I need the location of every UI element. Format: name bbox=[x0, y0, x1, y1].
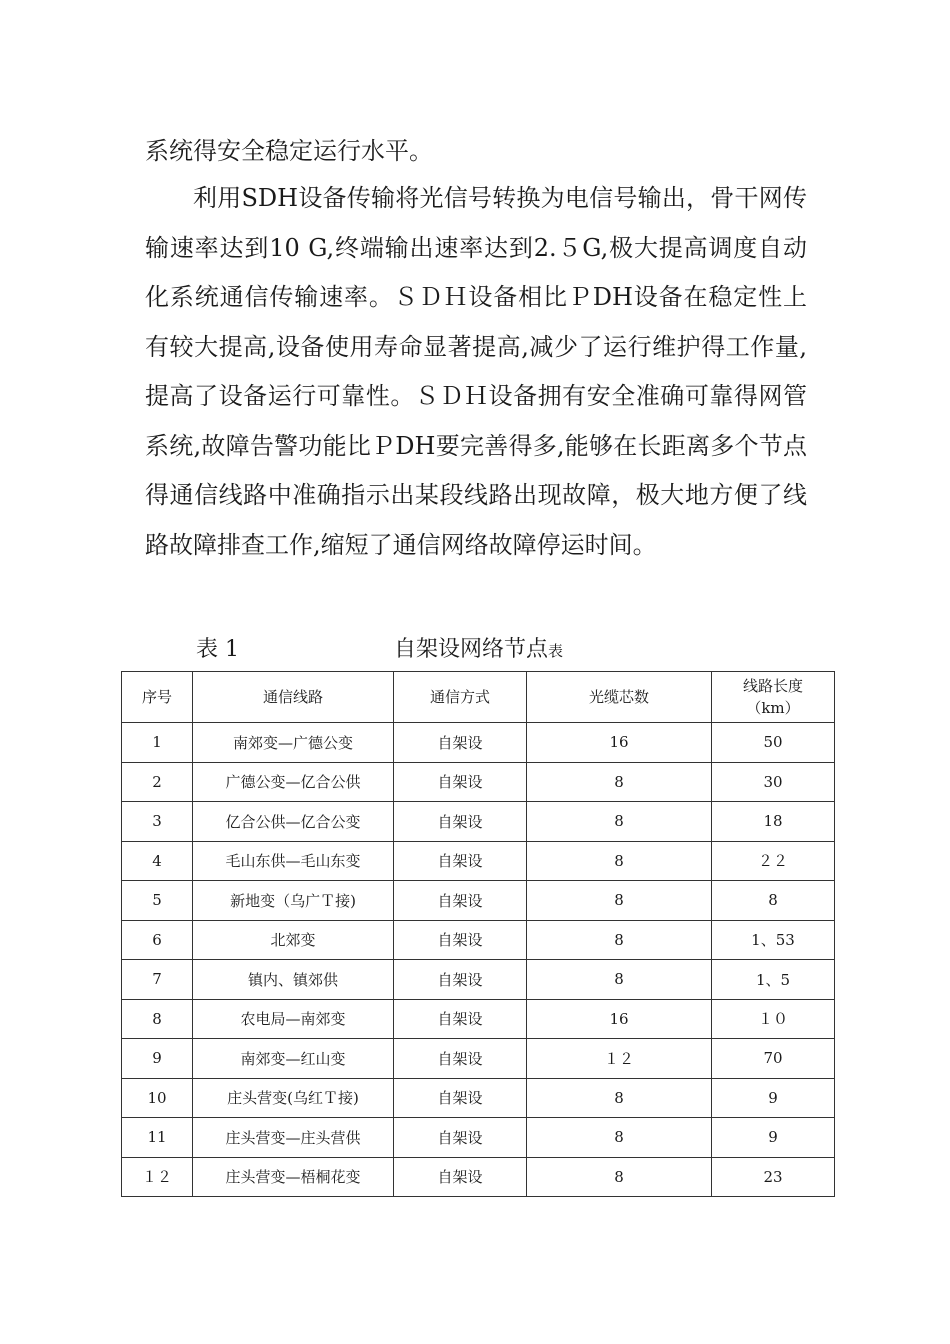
cell-line: 亿合公供—亿合公变 bbox=[193, 802, 394, 842]
cell-line: 镇内、镇郊供 bbox=[193, 960, 394, 1000]
table-row bbox=[122, 960, 835, 1000]
cell-length: 70 bbox=[712, 1039, 835, 1079]
table-row bbox=[122, 1039, 835, 1079]
cell-length: 9 bbox=[712, 1078, 835, 1118]
cell-method: 自架设 bbox=[394, 762, 527, 802]
body-paragraph-2: 利用SDH设备传输将光信号转换为电信号输出，骨干网传输速率达到10 G,终端输出速率达到2.５G,极大提高调度自动化系统通信传输速率。ＳＤＨ设备相比ＰDH设备在稳定性上有较大提高,设备使用寿命显著提高,减少了运行维护得工作量,提高了设备运行可靠性。ＳＤＨ设备拥有安全准确可靠得网管系统,故障告警功能比ＰDH要完善得多,能够在长距离多个节点得通信线路中准确指示出某段线路出现故障，极大地方便了线路故障排查工作,缩短了通信网络故障停运时间。 bbox=[145, 184, 807, 559]
cell-length: ２２ bbox=[712, 841, 835, 881]
cell-cores: 8 bbox=[527, 1157, 712, 1197]
table-row bbox=[122, 1078, 835, 1118]
cell-index: 8 bbox=[122, 999, 193, 1039]
cell-method: 自架设 bbox=[394, 802, 527, 842]
cell-index: 1 bbox=[122, 723, 193, 763]
cell-cores: 8 bbox=[527, 881, 712, 921]
cell-length: 50 bbox=[712, 723, 835, 763]
table-caption-suffix: 表 bbox=[548, 642, 564, 660]
cell-index: 11 bbox=[122, 1118, 193, 1158]
table-row bbox=[122, 841, 835, 881]
cell-length: 18 bbox=[712, 802, 835, 842]
cell-index: 7 bbox=[122, 960, 193, 1000]
table-row bbox=[122, 762, 835, 802]
cell-length: 9 bbox=[712, 1118, 835, 1158]
cell-index: 6 bbox=[122, 920, 193, 960]
cell-method: 自架设 bbox=[394, 999, 527, 1039]
cell-line: 农电局—南郊变 bbox=[193, 999, 394, 1039]
cell-length: 30 bbox=[712, 762, 835, 802]
cell-length: １０ bbox=[712, 999, 835, 1039]
cell-method: 自架设 bbox=[394, 1039, 527, 1079]
header-length-line2: （km） bbox=[746, 699, 800, 717]
cell-cores: 8 bbox=[527, 802, 712, 842]
table-caption bbox=[0, 632, 950, 664]
cell-method: 自架设 bbox=[394, 1078, 527, 1118]
cell-line: 南郊变—红山变 bbox=[193, 1039, 394, 1079]
cell-cores: 8 bbox=[527, 1078, 712, 1118]
table-row bbox=[122, 999, 835, 1039]
cell-index: 3 bbox=[122, 802, 193, 842]
cell-cores: 16 bbox=[527, 999, 712, 1039]
cell-line: 毛山东供—毛山东变 bbox=[193, 841, 394, 881]
header-length-line1: 线路长度 bbox=[742, 677, 803, 695]
header-length bbox=[712, 672, 835, 723]
cell-length: 1、5 bbox=[712, 960, 835, 1000]
cell-method: 自架设 bbox=[394, 920, 527, 960]
cell-length: 1、53 bbox=[712, 920, 835, 960]
cell-cores: 8 bbox=[527, 1118, 712, 1158]
body-paragraph-1: 系统得安全稳定运行水平。 bbox=[145, 137, 433, 165]
cell-method: 自架设 bbox=[394, 960, 527, 1000]
cell-line: 庄头营变—庄头营供 bbox=[193, 1118, 394, 1158]
table-row bbox=[122, 920, 835, 960]
cell-index: 4 bbox=[122, 841, 193, 881]
cell-cores: 8 bbox=[527, 762, 712, 802]
cell-line: 新地变（乌广Ｔ接) bbox=[193, 881, 394, 921]
cell-length: 8 bbox=[712, 881, 835, 921]
cell-cores: １２ bbox=[527, 1039, 712, 1079]
network-node-table bbox=[121, 671, 835, 1197]
header-cores: 光缆芯数 bbox=[527, 672, 712, 723]
cell-length: 23 bbox=[712, 1157, 835, 1197]
table-row bbox=[122, 881, 835, 921]
table-row bbox=[122, 723, 835, 763]
cell-index: １２ bbox=[122, 1157, 193, 1197]
table-header-row bbox=[122, 672, 835, 723]
cell-method: 自架设 bbox=[394, 841, 527, 881]
cell-line: 庄头营变—梧桐花变 bbox=[193, 1157, 394, 1197]
table-caption-title-text: 自架设网络节点 bbox=[394, 637, 549, 662]
cell-method: 自架设 bbox=[394, 1118, 527, 1158]
table-row bbox=[122, 1157, 835, 1197]
cell-index: 2 bbox=[122, 762, 193, 802]
cell-cores: 16 bbox=[527, 723, 712, 763]
cell-method: 自架设 bbox=[394, 1157, 527, 1197]
cell-line: 南郊变—广德公变 bbox=[193, 723, 394, 763]
cell-method: 自架设 bbox=[394, 723, 527, 763]
table-row bbox=[122, 1118, 835, 1158]
header-method: 通信方式 bbox=[394, 672, 527, 723]
header-line: 通信线路 bbox=[193, 672, 394, 723]
cell-line: 北郊变 bbox=[193, 920, 394, 960]
cell-line: 庄头营变(乌红Ｔ接) bbox=[193, 1078, 394, 1118]
table-caption-title bbox=[394, 632, 563, 663]
table-row bbox=[122, 802, 835, 842]
cell-method: 自架设 bbox=[394, 881, 527, 921]
cell-cores: 8 bbox=[527, 841, 712, 881]
cell-cores: 8 bbox=[527, 960, 712, 1000]
cell-index: 5 bbox=[122, 881, 193, 921]
cell-line: 广德公变—亿合公供 bbox=[193, 762, 394, 802]
header-index: 序号 bbox=[122, 672, 193, 723]
cell-cores: 8 bbox=[527, 920, 712, 960]
cell-index: 10 bbox=[122, 1078, 193, 1118]
cell-index: 9 bbox=[122, 1039, 193, 1079]
table-caption-label: 表 1 bbox=[196, 637, 239, 662]
